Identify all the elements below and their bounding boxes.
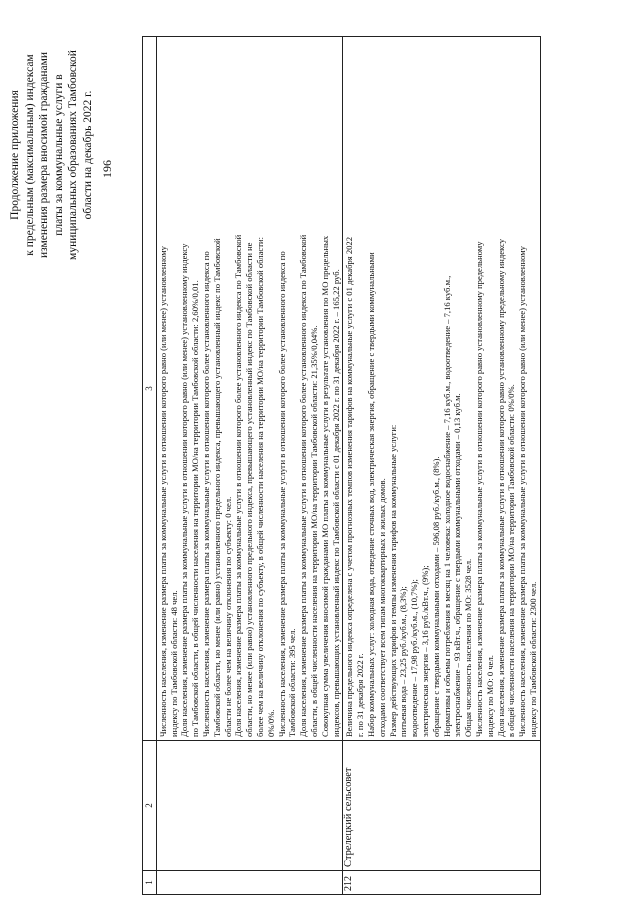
text-line: в общей численности населения на территории МО/на территории Тамбовской области: 0%/0%. bbox=[506, 384, 517, 737]
municipality-cell bbox=[156, 741, 343, 871]
text-line: Численность населения, изменение размера платы за коммунальные услуги в отношении которого более установленного индекса по bbox=[276, 251, 287, 737]
text-line: Набор коммунальных услуг: холодная вода, отведение сточных вод, электрическая энергия, обращение с твердыми коммунальными bbox=[365, 252, 376, 737]
table-row bbox=[343, 37, 540, 895]
column-number: 1 bbox=[143, 871, 157, 895]
description-cell bbox=[156, 37, 343, 741]
text-line: области, в общей численности населения на территории МО/на территории Тамбовской области: 21,35%/0,04%. bbox=[308, 325, 319, 737]
text-line: Численность населения, изменение размера платы за коммунальные услуги в отношении которого равно (или менее) установленному bbox=[157, 246, 168, 737]
text-line: Совокупная сумма увеличения вносимой гражданами МО платы за коммунальные услуги в результате установления по МО предельных bbox=[319, 235, 330, 737]
text-line: 0%/0%. bbox=[265, 709, 276, 737]
text-line: электроснабжение – 93 кВт.ч., обращение с твердыми коммунальными отходами – 0,13 куб.м. bbox=[452, 393, 463, 737]
text-line: Доля населения, изменение размера платы за коммунальные услуги в отношении которого более установленного индекса по Тамбовской bbox=[298, 234, 309, 737]
text-line: по Тамбовской области, в общей численности населения на территории МО/на территории Тамбовской области: 2,60%/0,01. bbox=[190, 280, 201, 737]
text-line: Численность населения, изменение размера платы за коммунальные услуги в отношении которого равно установленному предельному bbox=[473, 241, 484, 737]
column-number: 2 bbox=[143, 741, 157, 871]
text-line: области, но менее (или равно) установленного предельного индекса, превышающего установленный индекс по Тамбовской области не bbox=[244, 242, 255, 737]
header-line: к предельным (максимальным) индексам bbox=[23, 54, 36, 256]
text-line: Общая численность населения по МО: 3528 чел. bbox=[463, 558, 474, 737]
indices-table bbox=[142, 36, 541, 895]
text-line: индексов, превышающих установленный индекс по Тамбовской области с 01 декабря 2022 г. по 31 декабря 2022 г. – 165,22 руб. bbox=[330, 269, 341, 737]
text-line: индексу по МО: 0 чел. bbox=[484, 655, 495, 737]
text-line: водоотведение – 17,98 руб./куб.м., (10,7%); bbox=[409, 579, 420, 737]
text-line: Численность населения, изменение размера платы за коммунальные услуги в отношении которого более установленного индекса по bbox=[200, 251, 211, 737]
text-line: г. по 31 декабря 2022 г. bbox=[355, 653, 366, 737]
text-line: питьевая вода – 23,25 руб./куб.м., (8,3%); bbox=[398, 586, 409, 737]
table-row bbox=[156, 37, 343, 895]
appendix-header bbox=[8, 15, 95, 295]
text-line: индексу по Тамбовской области: 48 чел. bbox=[168, 590, 179, 737]
text-line: области не более чем на величину отклонения по субъекту: 0 чел. bbox=[222, 496, 233, 737]
header-line: области на декабрь 2022 г. bbox=[81, 90, 94, 220]
header-line: Продолжение приложения bbox=[9, 90, 21, 220]
page-number: 196 bbox=[100, 160, 114, 178]
rotated-content bbox=[0, 5, 620, 905]
text-line: Доля населения, изменение размера платы за коммунальные услуги в отношении которого более установленного индекса по Тамбовской bbox=[233, 234, 244, 737]
text-line: Нормативы и объемы потребления в месяц на 1 человека: холодное водоснабжение – 7,16 куб.м., водоотведение – 7,16 куб.м., bbox=[441, 275, 452, 737]
text-line: Численность населения, изменение размера платы за коммунальные услуги в отношении которого равно (или менее) установленному bbox=[517, 246, 528, 737]
text-line: Доля населения, изменение размера платы за коммунальные услуги в отношении которого равно установленному предельному индексу bbox=[495, 238, 506, 737]
row-number-cell bbox=[156, 871, 343, 895]
text-line: Тамбовской области, но менее (или равно) установленного предельного индекса, превышающего установленный индекс по Тамбовской bbox=[211, 238, 222, 737]
column-number: 3 bbox=[143, 37, 157, 741]
text-line: Доля населения, изменение размера платы за коммунальные услуги в отношении которого равно (или менее) установленному индексу bbox=[179, 243, 190, 737]
text-line: Величина предельного индекса определена с учетом прогнозных темпов изменения тарифов на коммунальные услуги с 01 декабря 2022 bbox=[344, 236, 355, 737]
header-line: платы за коммунальные услуги в bbox=[52, 74, 65, 236]
column-number-row bbox=[143, 37, 157, 895]
text-line: более чем на величину отклонения по субъекту, в общей численности населения на территории МО/на территории Тамбовской области: bbox=[254, 237, 265, 737]
text-line: индексу по Тамбовской области: 2300 чел. bbox=[527, 581, 538, 737]
text-line: обращение с твердыми коммунальными отходами – 596,08 руб./куб.м., (8%). bbox=[430, 456, 441, 737]
description-cell bbox=[343, 37, 540, 741]
header-line: муниципальных образованиях Тамбовской bbox=[67, 50, 79, 260]
text-line: отходами соответствует всем типам многоквартирных и жилых домов. bbox=[376, 478, 387, 737]
text-line: Размер действующих тарифов и темпы изменения тарифов на коммунальные услуги: bbox=[387, 424, 398, 737]
municipality-cell: Стрелецкий сельсовет bbox=[343, 741, 540, 871]
text-line: Тамбовской области: 395 чел. bbox=[287, 628, 298, 737]
header-line: изменения размера вносимой гражданами bbox=[38, 51, 50, 259]
text-line: электрическая энергия – 3,16 руб./кВт.ч., (9%); bbox=[419, 565, 430, 737]
row-number-cell: 212 bbox=[343, 871, 540, 895]
